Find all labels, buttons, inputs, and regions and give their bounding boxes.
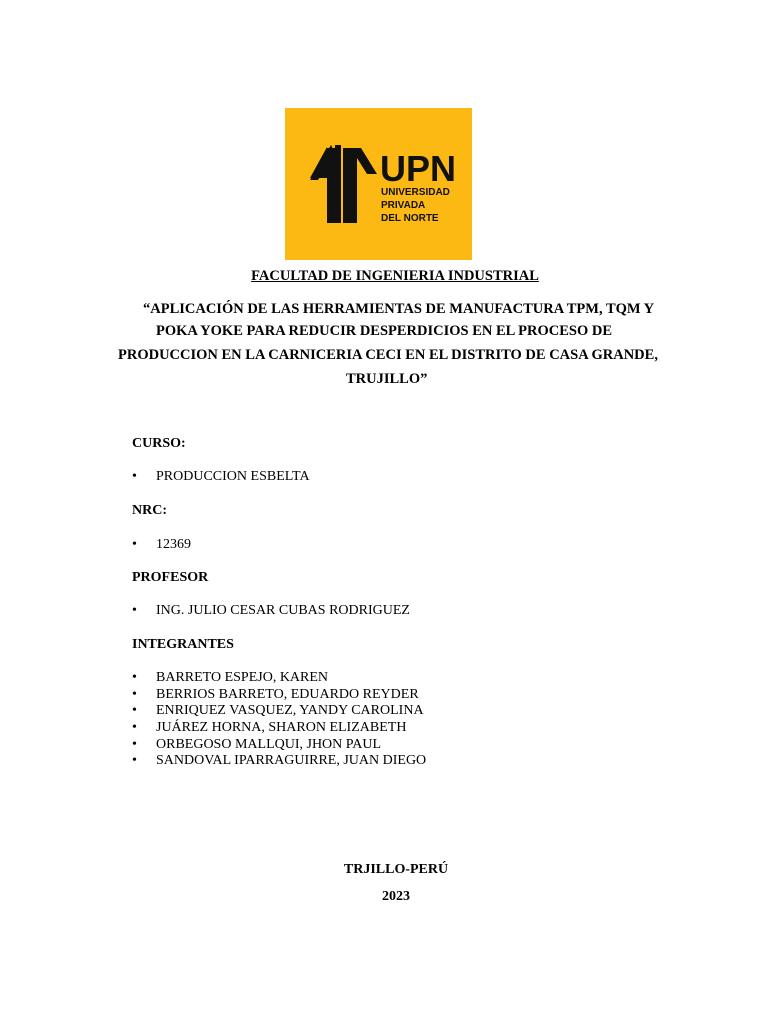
profesor-label: PROFESOR (132, 570, 209, 585)
member-name: BERRIOS BARRETO, EDUARDO REYDER (156, 687, 419, 702)
member-name: ORBEGOSO MALLQUI, JHON PAUL (156, 737, 382, 752)
curso-label: CURSO: (132, 436, 186, 451)
logo-brand: UPN (380, 148, 457, 189)
upn-logo-mark (285, 108, 472, 260)
nrc-value: 12369 (156, 537, 191, 552)
bullet: • (132, 670, 137, 685)
integrantes-label: INTEGRANTES (132, 637, 234, 652)
bullet: • (132, 720, 137, 735)
member-name: BARRETO ESPEJO, KAREN (156, 670, 329, 685)
profesor-item (132, 603, 410, 620)
title-line-4: TRUJILLO” (346, 371, 428, 387)
member-item (132, 753, 426, 770)
profesor-value: ING. JULIO CESAR CUBAS RODRIGUEZ (156, 603, 410, 618)
member-item (132, 737, 381, 754)
nrc-label: NRC: (132, 503, 167, 518)
member-name: ENRIQUEZ VASQUEZ, YANDY CAROLINA (156, 703, 424, 718)
bullet: • (132, 603, 137, 618)
title-line-1: “APLICACIÓN DE LAS HERRAMIENTAS DE MANUFACTURA TPM, TQM Y (143, 301, 655, 317)
title-line-2: POKA YOKE PARA REDUCIR DESPERDICIOS EN EL PROCESO DE (156, 323, 613, 339)
member-name: JUÁREZ HORNA, SHARON ELIZABETH (156, 720, 407, 735)
bullet: • (132, 737, 137, 752)
member-item (132, 687, 419, 704)
faculty-heading: FACULTAD DE INGENIERIA INDUSTRIAL (251, 268, 539, 284)
curso-value: PRODUCCION ESBELTA (156, 469, 310, 484)
logo-line1: UNIVERSIDAD (381, 187, 450, 198)
bullet: • (132, 753, 137, 768)
bullet: • (132, 469, 137, 484)
member-item (132, 703, 424, 720)
bullet: • (132, 537, 137, 552)
nrc-item (132, 537, 191, 554)
place: TRJILLO-PERÚ (343, 862, 449, 877)
bullet: • (132, 703, 137, 718)
logo-line3: DEL NORTE (381, 213, 439, 224)
bullet: • (132, 687, 137, 702)
logo-line2: PRIVADA (381, 200, 426, 211)
member-item (132, 720, 406, 737)
upn-logo (285, 108, 472, 260)
member-name: SANDOVAL IPARRAGUIRRE, JUAN DIEGO (156, 753, 427, 768)
curso-item (132, 469, 310, 486)
member-item (132, 670, 328, 687)
title-line-3: PRODUCCION EN LA CARNICERIA CECI EN EL DISTRITO DE CASA GRANDE, (118, 347, 658, 363)
year: 2023 (382, 889, 410, 904)
